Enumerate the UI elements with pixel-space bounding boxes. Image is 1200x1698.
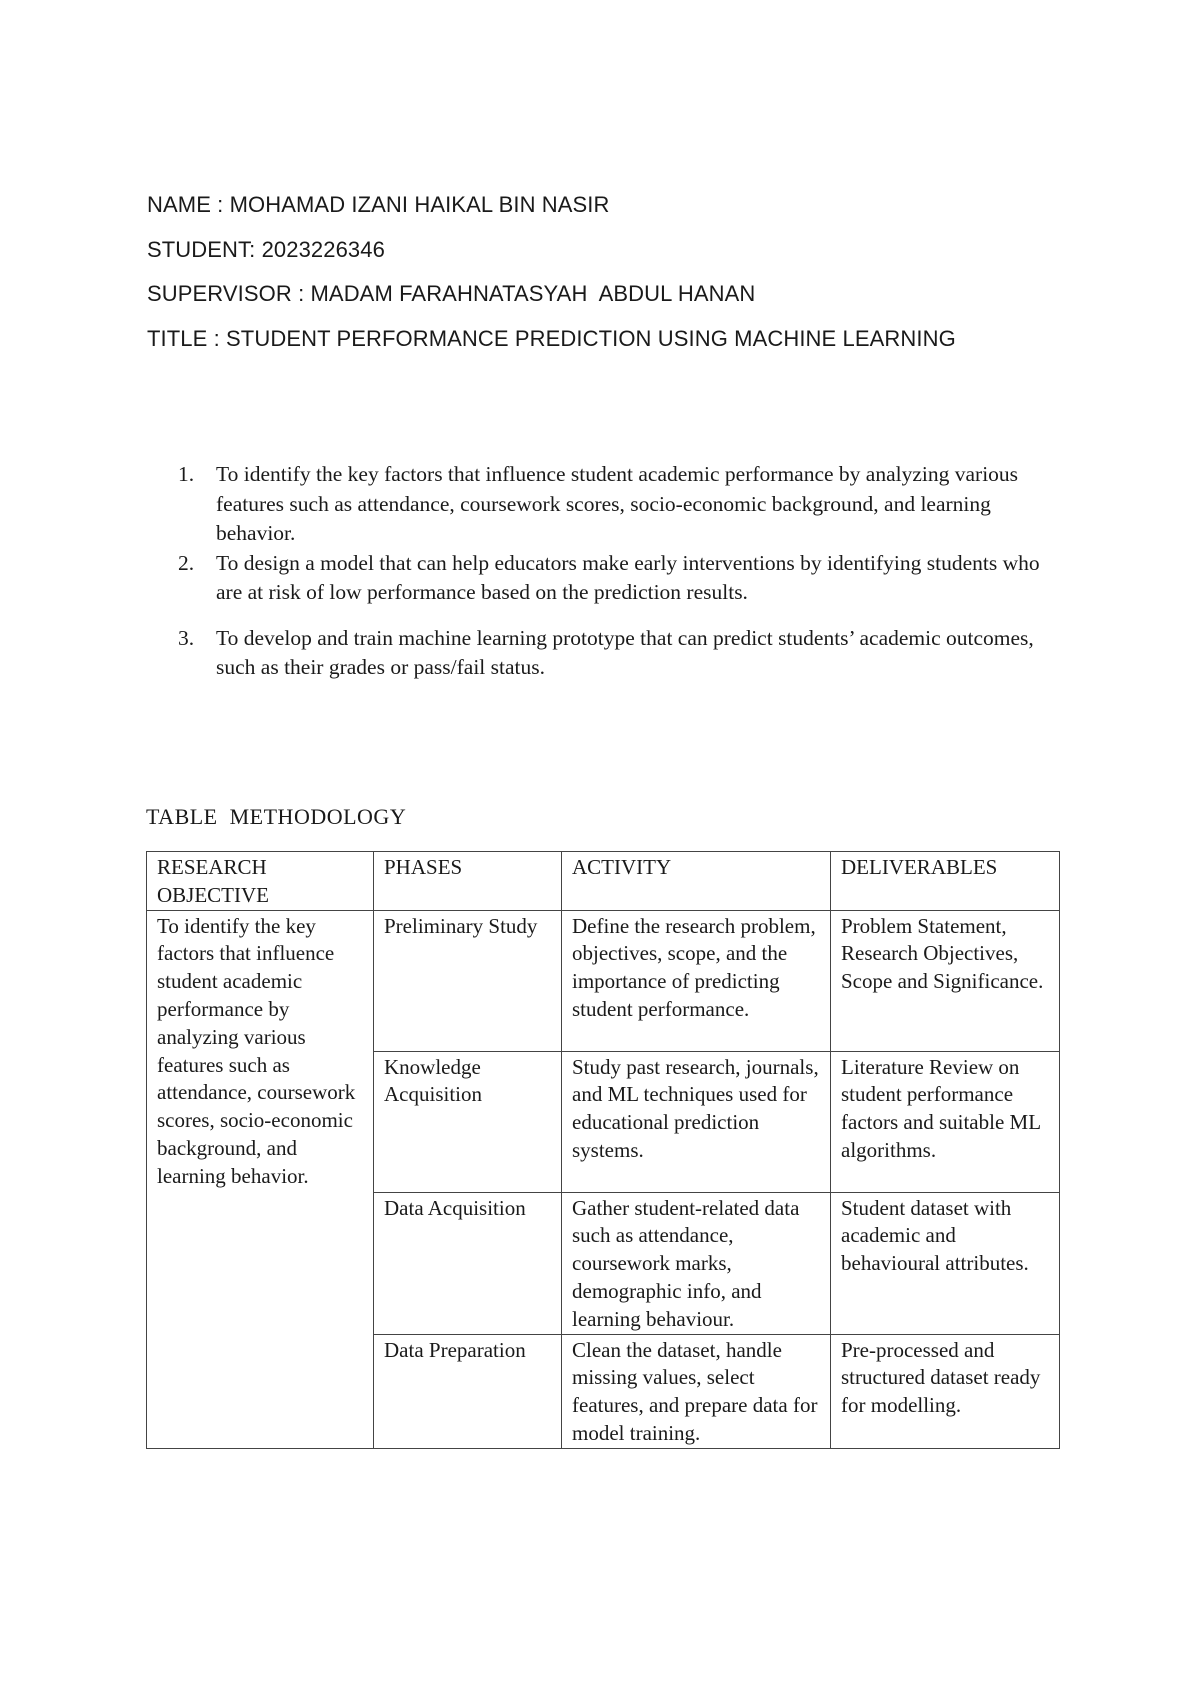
column-header-research-objective: RESEARCH OBJECTIVE bbox=[147, 852, 374, 911]
objective-number: 2. bbox=[178, 550, 195, 575]
objective-text: To identify the key factors that influence student academic performance by analyzing various features such as attendance, coursework scores, socio-economic background, and learning behavior. bbox=[216, 462, 1019, 545]
objective-item bbox=[178, 460, 1058, 549]
objective-item bbox=[178, 624, 1058, 683]
deliverables-cell: Student dataset with academic and behavioural attributes. bbox=[831, 1192, 1060, 1334]
deliverables-cell: Pre-processed and structured dataset ready for modelling. bbox=[831, 1334, 1060, 1448]
activity-cell: Gather student-related data such as attendance, coursework marks, demographic info, and learning behaviour. bbox=[562, 1192, 831, 1334]
document-header bbox=[147, 190, 956, 368]
objectives-list bbox=[178, 460, 1058, 683]
objective-item bbox=[178, 549, 1058, 608]
column-header-activity: ACTIVITY bbox=[562, 852, 831, 911]
project-title: TITLE : STUDENT PERFORMANCE PREDICTION USING MACHINE LEARNING bbox=[147, 325, 956, 351]
table-header-row bbox=[147, 852, 1060, 911]
phase-cell: Knowledge Acquisition bbox=[374, 1051, 562, 1192]
student-name: NAME : MOHAMAD IZANI HAIKAL BIN NASIR bbox=[147, 192, 610, 217]
phase-cell: Data Preparation bbox=[374, 1334, 562, 1448]
table-caption: TABLE METHODOLOGY bbox=[146, 804, 407, 829]
objective-text: To design a model that can help educators make early interventions by identifying students who are at risk of low performance based on the prediction results. bbox=[216, 550, 1040, 604]
methodology-table bbox=[146, 851, 1060, 1449]
deliverables-cell: Literature Review on student performance factors and suitable ML algorithms. bbox=[831, 1051, 1060, 1192]
table-row bbox=[147, 910, 1060, 1051]
activity-cell: Define the research problem, objectives, scope, and the importance of predicting student performance. bbox=[562, 910, 831, 1051]
objective-text: To develop and train machine learning prototype that can predict students’ academic outcomes, such as their grades or pass/fail status. bbox=[216, 625, 1034, 679]
column-header-deliverables: DELIVERABLES bbox=[831, 852, 1060, 911]
objective-number: 3. bbox=[178, 625, 195, 650]
student-id: STUDENT: 2023226346 bbox=[147, 236, 385, 262]
phase-cell: Data Acquisition bbox=[374, 1192, 562, 1334]
research-objective-cell: To identify the key factors that influence student academic performance by analyzing various features such as attendance, coursework scores, socio-economic background, and learning behavior. bbox=[147, 910, 374, 1448]
activity-cell: Study past research, journals, and ML techniques used for educational prediction systems. bbox=[562, 1051, 831, 1192]
column-header-phases: PHASES bbox=[374, 852, 562, 911]
deliverables-cell: Problem Statement, Research Objectives, Scope and Significance. bbox=[831, 910, 1060, 1051]
phase-cell: Preliminary Study bbox=[374, 910, 562, 1051]
activity-cell: Clean the dataset, handle missing values, select features, and prepare data for model training. bbox=[562, 1334, 831, 1448]
supervisor: SUPERVISOR : MADAM FARAHNATASYAH ABDUL HANAN bbox=[147, 281, 756, 306]
objective-number: 1. bbox=[178, 462, 195, 486]
